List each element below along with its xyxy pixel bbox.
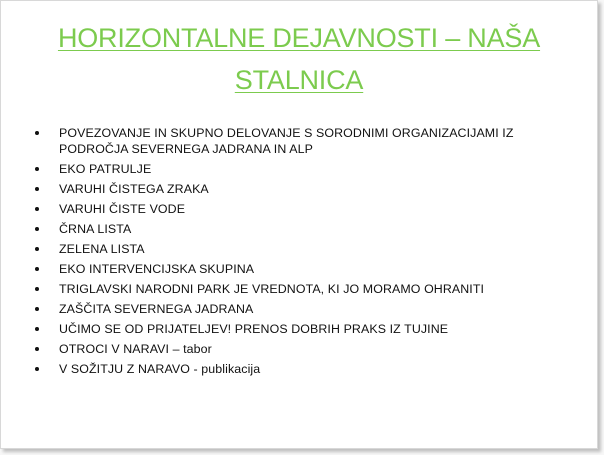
bullet-item <box>35 281 575 297</box>
bullet-item <box>35 181 575 197</box>
bullet-dot-icon <box>35 227 39 231</box>
bullet-list <box>35 125 575 381</box>
bullet-item <box>35 341 575 357</box>
bullet-text: POVEZOVANJE IN SKUPNO DELOVANJE S SORODNIMI ORGANIZACIJAMI IZ PODROČJA SEVERNEGA JADRANA IN ALP <box>59 126 514 156</box>
bullet-dot-icon <box>35 247 39 251</box>
bullet-dot-icon <box>35 367 39 371</box>
bullet-item <box>35 221 575 237</box>
bullet-text: ČRNA LISTA <box>59 222 132 236</box>
bullet-dot-icon <box>35 187 39 191</box>
bullet-dot-icon <box>35 131 39 135</box>
bullet-item <box>35 301 575 317</box>
bullet-text: VARUHI ČISTE VODE <box>59 202 186 216</box>
bullet-dot-icon <box>35 287 39 291</box>
bullet-text: ZELENA LISTA <box>59 242 145 256</box>
bullet-item <box>35 321 575 337</box>
slide-title-line-1: HORIZONTALNE DEJAVNOSTI – NAŠA <box>57 23 541 53</box>
bullet-text: OTROCI V NARAVI – tabor <box>59 342 212 356</box>
slide-title <box>21 17 577 101</box>
bullet-dot-icon <box>35 167 39 171</box>
bullet-text: EKO PATRULJE <box>59 162 152 176</box>
bullet-text: TRIGLAVSKI NARODNI PARK JE VREDNOTA, KI JO MORAMO OHRANITI <box>59 282 485 296</box>
bullet-item <box>35 241 575 257</box>
bullet-item <box>35 361 575 377</box>
bullet-dot-icon <box>35 327 39 331</box>
bullet-item <box>35 125 575 157</box>
bullet-item <box>35 161 575 177</box>
bullet-text: UČIMO SE OD PRIJATELJEV! PRENOS DOBRIH PRAKS IZ TUJINE <box>59 322 449 336</box>
bullet-dot-icon <box>35 207 39 211</box>
bullet-text: VARUHI ČISTEGA ZRAKA <box>59 182 209 196</box>
bullet-text: ZAŠČITA SEVERNEGA JADRANA <box>59 302 254 316</box>
bullet-dot-icon <box>35 307 39 311</box>
bullet-text: V SOŽITJU Z NARAVO - publikacija <box>59 362 261 376</box>
slide-title-line-2: STALNICA <box>234 65 364 95</box>
bullet-text: EKO INTERVENCIJSKA SKUPINA <box>59 262 255 276</box>
bullet-dot-icon <box>35 267 39 271</box>
bullet-dot-icon <box>35 347 39 351</box>
bullet-item <box>35 201 575 217</box>
bullet-item <box>35 261 575 277</box>
